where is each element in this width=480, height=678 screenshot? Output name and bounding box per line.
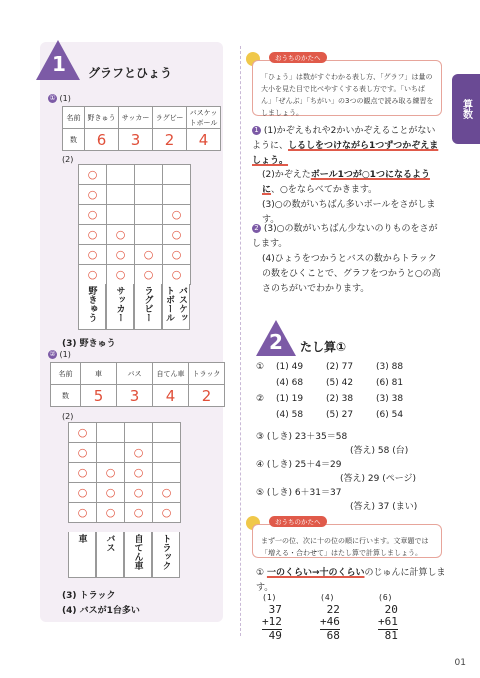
table-header: バス [117,363,153,385]
q2-part3: (3) トラック [62,591,116,601]
graph-cell: ○ [97,483,125,503]
graph-cell [107,165,135,185]
graph-row [79,185,191,205]
graph-cell: ○ [163,225,191,245]
section1-badge [36,40,80,84]
table-row-label: 数 [51,385,81,407]
graph-cell [153,443,181,463]
explain-text: (2)かぞえた [262,170,311,180]
section1-title: グラフとひょう [88,66,173,80]
graph-label: 車 [68,532,96,578]
table-header: 車 [81,363,117,385]
calc-sum: 68 [320,629,340,642]
explain-text: (1)かぞえもれや2かいかぞえることがないように、 [252,126,436,151]
graph-cell: ○ [135,265,163,285]
calc-b: +61 [378,615,398,628]
answer-cell: (2) 77 [326,362,354,372]
explain-highlight: しるしをつけながら1つずつかぞえましょう。 [252,141,439,166]
explain-q2-3 [252,222,442,252]
answer-cell: ② [256,394,265,404]
q2-part2: (2) [62,412,74,421]
q2-badge: ② [49,350,56,358]
graph-row [69,463,181,483]
graph-cell: ○ [107,225,135,245]
graph-row [79,265,191,285]
q1-badge: 1 [252,126,261,135]
answer-cell: (1) 19 [276,394,304,404]
graph-cell [135,165,163,185]
table-header: サッカー [119,107,153,129]
graph-cell: ○ [125,503,153,523]
graph-label: バスケットボール [162,284,190,330]
graph-cell [163,165,191,185]
table-row [63,129,221,151]
graph-label: 自てん車 [124,532,152,578]
graph-cell [135,205,163,225]
table-header: 名前 [51,363,81,385]
table-header: ラグビー [153,107,187,129]
explain-q2-4: (4)ひょうをつかうとバスの数からトラックの数をひくことで、グラフをつかうと○の高さのちがいでわかります。 [262,254,441,294]
q1-part2: (2) [62,155,74,164]
s4-answer: (答え) 29 (ページ) [340,474,417,484]
q1-label [48,94,71,103]
answer-cell [256,378,268,388]
tip-heading: おうちのかたへ [269,516,327,527]
graph-cell: ○ [125,463,153,483]
table-row [51,385,225,407]
calc-label: (1) [262,593,277,602]
graph-cell: ○ [79,165,107,185]
graph-cell: ○ [163,205,191,225]
s3-equation: ③ (しき) 23＋35＝58 [256,432,348,442]
graph-cell [135,225,163,245]
graph-label: 野きゅう [78,284,106,330]
explain-q1-2 [262,168,442,198]
answer-cell: ① [256,362,265,372]
explain-q1-3: (3)○の数がいちばん多いボールをさがします。 [262,200,436,225]
q1-part3: (3) 野きゅう [62,339,116,349]
column-calc [262,592,282,642]
calc-sum: 49 [262,629,282,642]
answer-row [256,410,418,420]
graph-cell: ○ [69,423,97,443]
answer-row [256,378,418,388]
calc-label: (4) [320,593,335,602]
answer-cell: (4) 68 [276,378,304,388]
graph-cell [125,423,153,443]
vehicle-graph [68,422,181,523]
answer-cell: (3) 88 [376,362,404,372]
graph-cell [163,185,191,205]
subject-tab[interactable]: 算数 [452,74,480,144]
sports-table [62,106,221,151]
graph-cell: ○ [153,503,181,523]
graph-cell: ○ [107,265,135,285]
graph-cell: ○ [163,245,191,265]
explain-highlight: 一のくらい→十のくらい [266,568,365,578]
page-number: 01 [454,658,466,668]
answer-cell: (6) 81 [376,378,404,388]
graph-cell [97,423,125,443]
graph-row [79,205,191,225]
table-header: 自てん車 [153,363,189,385]
graph-cell: ○ [69,463,97,483]
graph-cell: ○ [97,503,125,523]
table-cell: 6 [85,129,119,151]
graph-cell [107,205,135,225]
column-calc [320,592,340,642]
vehicle-table [50,362,225,407]
graph-cell: ○ [79,265,107,285]
answer-cell: (1) 49 [276,362,304,372]
calc-b: +46 [320,615,340,628]
calc-label: (6) [378,593,393,602]
graph-cell: ○ [125,443,153,463]
calc-a: 22 [326,603,340,616]
table-row [63,107,221,129]
graph-label: ラグビー [134,284,162,330]
graph-row [69,423,181,443]
calc-a: 37 [268,603,282,616]
table-cell: 2 [189,385,225,407]
s5-equation: ⑤ (しき) 6＋31＝37 [256,488,342,498]
s3-answer: (答え) 58 (台) [350,446,409,456]
graph-cell [107,185,135,205]
graph-row [79,165,191,185]
tip-heading: おうちのかたへ [269,52,327,63]
calc-a: 20 [384,603,398,616]
s5-answer: (答え) 37 (まい) [350,502,418,512]
q1-badge: ① [49,94,56,102]
graph-cell: ○ [97,463,125,483]
column-calc [378,592,398,642]
table-header: 野きゅう [85,107,119,129]
graph-cell: ○ [79,225,107,245]
answer-cell: (5) 27 [326,410,354,420]
graph-row [69,483,181,503]
graph-row [79,225,191,245]
graph-cell [153,423,181,443]
graph-label: トラック [152,532,180,578]
table-cell: 2 [153,129,187,151]
table-row [51,363,225,385]
table-header: バスケットボール [187,107,221,129]
table-header: トラック [189,363,225,385]
graph-cell: ○ [79,205,107,225]
sports-graph-labels [78,284,190,330]
explain-q1-1 [252,124,442,169]
q1-label: ① [256,568,267,578]
answer-cell: (2) 38 [326,394,354,404]
graph-row [69,443,181,463]
graph-cell: ○ [163,265,191,285]
calc-sum: 81 [378,629,398,642]
answer-cell: (3) 38 [376,394,404,404]
section2-badge [256,320,296,360]
q2-badge: 2 [252,224,261,233]
graph-cell: ○ [79,185,107,205]
graph-cell: ○ [69,483,97,503]
tip-box-1 [252,54,442,117]
graph-cell: ○ [135,245,163,265]
graph-cell [135,185,163,205]
q2-part4: (4) バスが1台多い [62,606,140,616]
column-divider [240,46,241,636]
q2-part1: (1) [59,350,71,359]
tip-text: 「ひょう」は数がすぐわかる表し方、「グラフ」は量の大小を見た目で比べやすくする表し方です。「いちばん」「ぜんぶ」「ちがい」の3つの観点で読み取る練習をしましょう。 [261,73,434,117]
answer-cell: (6) 54 [376,410,404,420]
section1-number: 1 [52,52,66,76]
graph-cell: ○ [125,483,153,503]
q2-label [48,350,71,359]
explain-text: のじゅんに計算します。 [256,568,446,593]
s4-equation: ④ (しき) 25＋4＝29 [256,460,342,470]
explain-text: (3)○の数がいちばん少ないのりものをさがします。 [252,224,438,249]
vehicle-graph-labels [68,532,180,578]
answer-row [256,362,418,372]
section2-number: 2 [269,330,283,354]
answer-cell [256,410,268,420]
graph-cell: ○ [107,245,135,265]
answer-cell: (4) 58 [276,410,304,420]
graph-cell: ○ [69,503,97,523]
calc-b: +12 [262,615,282,628]
tip-text: まず一の位、次に十の位の順に行います。文章題では「増える・合わせて」はたし算で計算しましょう。 [261,537,429,557]
graph-cell [153,463,181,483]
graph-label: バス [96,532,124,578]
table-cell: 3 [117,385,153,407]
table-header: 名前 [63,107,85,129]
graph-cell: ○ [69,443,97,463]
graph-cell [97,443,125,463]
graph-cell: ○ [153,483,181,503]
graph-label: サッカー [106,284,134,330]
answer-cell: (5) 42 [326,378,354,388]
section2-title: たし算① [300,340,347,354]
graph-row [79,245,191,265]
graph-cell: ○ [79,245,107,265]
explain-text: 、○をならべてかきます。 [271,185,378,195]
explain-highlight: ボール1つが○1つになるように [262,170,430,195]
graph-row [69,503,181,523]
sports-graph [78,164,191,285]
table-cell: 3 [119,129,153,151]
table-cell: 4 [187,129,221,151]
table-cell: 5 [81,385,117,407]
table-row-label: 数 [63,129,85,151]
section2-q1-text [256,566,446,596]
answer-row [256,394,418,404]
q1-part1: (1) [59,94,71,103]
tip-box-2 [252,518,442,558]
table-cell: 4 [153,385,189,407]
